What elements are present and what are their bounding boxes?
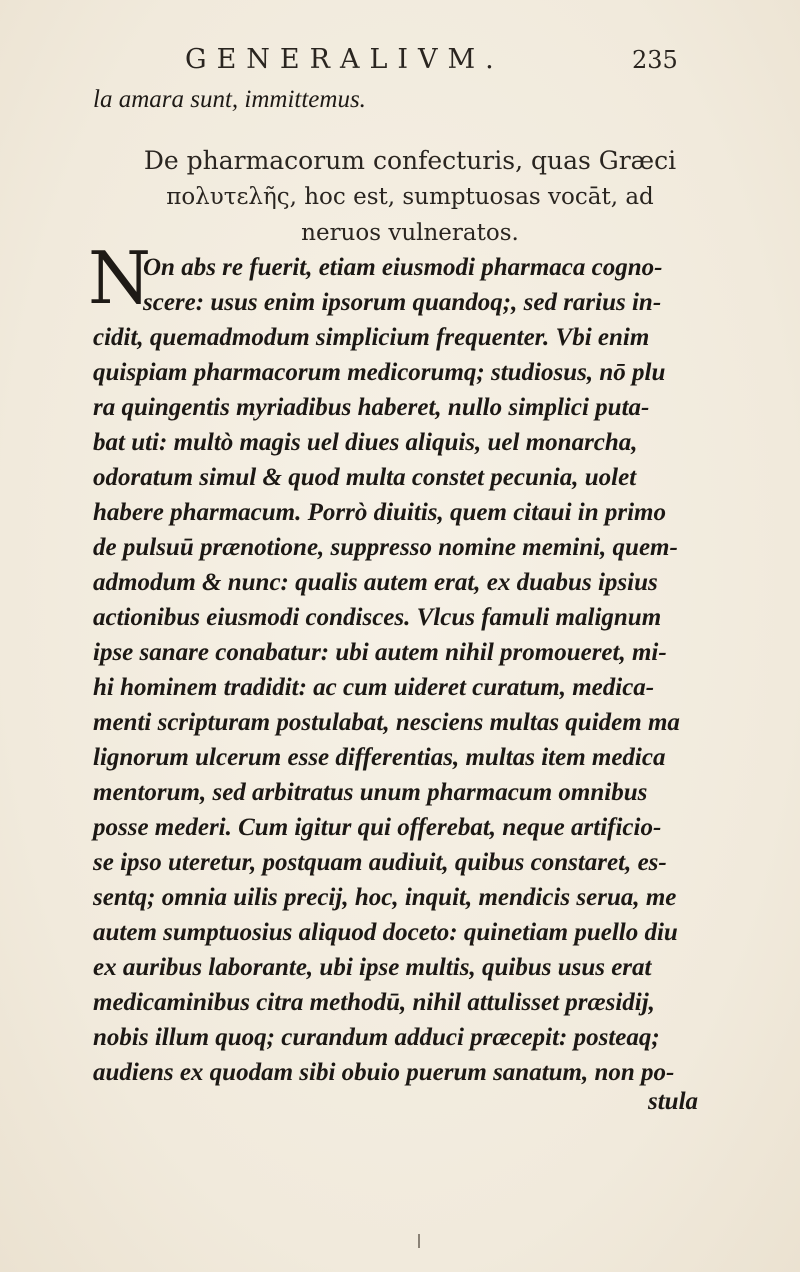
body-line: On abs re fuerit, etiam eiusmodi pharmaca cogno- bbox=[143, 254, 663, 281]
body-line: habere pharmacum. Porrò diuitis, quem citaui in primo bbox=[93, 499, 666, 526]
body-line: medicaminibus citra methodū, nihil attulisset præsidij, bbox=[93, 989, 655, 1016]
section-heading-line: neruos vulneratos. bbox=[301, 220, 519, 246]
page-number: 235 bbox=[632, 46, 678, 74]
body-line: odoratum simul & quod multa constet pecunia, uolet bbox=[93, 464, 637, 491]
drop-cap-initial: N bbox=[88, 236, 151, 320]
body-line: cidit, quemadmodum simplicium frequenter. Vbi enim bbox=[93, 324, 650, 351]
section-heading-line: πολυτελῆς, hoc est, sumptuosas vocāt, ad bbox=[166, 184, 654, 210]
carryover-line: la amara sunt, immittemus. bbox=[93, 86, 366, 113]
body-line: menti scripturam postulabat, nesciens multas quidem ma bbox=[93, 709, 680, 736]
body-line: autem sumptuosius aliquod doceto: quinetiam puello diu bbox=[93, 919, 678, 946]
running-head: GENERALIVM. bbox=[185, 44, 504, 75]
body-line: se ipso uteretur, postquam audiuit, quibus constaret, es- bbox=[93, 849, 667, 876]
body-line: posse mederi. Cum igitur qui offerebat, neque artificio- bbox=[93, 814, 662, 841]
section-heading-line: De pharmacorum confecturis, quas Græci bbox=[143, 146, 677, 175]
body-line: scere: usus enim ipsorum quandoq;, sed rarius in- bbox=[143, 289, 662, 316]
body-line: hi hominem tradidit: ac cum uideret curatum, medica- bbox=[93, 674, 655, 701]
section-heading bbox=[80, 146, 740, 256]
body-line: quispiam pharmacorum medicorumq; studiosus, nō plu bbox=[93, 359, 666, 386]
body-line: ra quingentis myriadibus haberet, nullo simplici puta- bbox=[93, 394, 650, 421]
body-line: sentq; omnia uilis precij, hoc, inquit, mendicis serua, me bbox=[93, 884, 677, 911]
stray-mark bbox=[418, 1234, 420, 1248]
body-line: admodum & nunc: qualis autem erat, ex duabus ipsius bbox=[93, 569, 658, 596]
body-line: actionibus eiusmodi condisces. Vlcus famuli malignum bbox=[93, 604, 662, 631]
catchword: stula bbox=[648, 1088, 699, 1115]
body-line: lignorum ulcerum esse differentias, multas item medica bbox=[93, 744, 666, 771]
body-line: audiens ex quodam sibi obuio puerum sanatum, non po- bbox=[93, 1059, 675, 1086]
body-line: ipse sanare conabatur: ubi autem nihil promoueret, mi- bbox=[93, 639, 667, 666]
body-line: de pulsuū prænotione, suppresso nomine memini, quem- bbox=[93, 534, 678, 561]
body-line: nobis illum quoq; curandum adduci præcepit: posteaq; bbox=[93, 1024, 660, 1051]
body-line: mentorum, sed arbitratus unum pharmacum omnibus bbox=[93, 779, 648, 806]
body-line: ex auribus laborante, ubi ipse multis, quibus usus erat bbox=[93, 954, 652, 981]
body-line: bat uti: multò magis uel diues aliquis, uel monarcha, bbox=[93, 429, 638, 456]
